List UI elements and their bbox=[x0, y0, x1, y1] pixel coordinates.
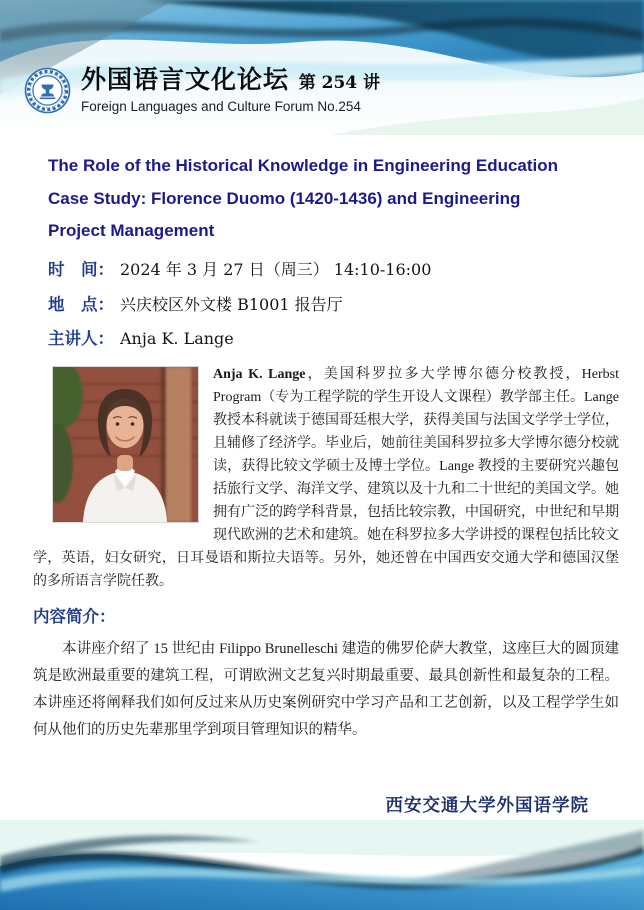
abstract-heading: 内容简介： bbox=[33, 607, 116, 626]
time-value: 2024 年 3 月 27 日（周三） 14:10-16:00 bbox=[120, 260, 432, 279]
location-value: 兴庆校区外文楼 B1001 报告厅 bbox=[120, 294, 343, 314]
forum-lecture-number: 第 254 讲 bbox=[298, 73, 381, 93]
forum-title bbox=[81, 66, 380, 97]
speaker-bio-body: ，美国科罗拉多大学博尔德分校教授，Herbst Program（专为工程学院的学生开设人文课程）教学部主任。Lange 教授本科就读于德国哥廷根大学，获得美国与法国文学学士学位，且辅修了经济学。毕业后，她前往美国科罗拉多大学博尔德分校就读，获得比较文学硕士及博士学位。Lange 教授的主要研究兴趣包括旅行文学、海洋文学、建筑以及十九和二十世纪的美国文学。她拥有广泛的跨学科背景，包括比较宗教，中国研究，中世纪和早期现代欧洲的艺术和建筑。她在科罗拉多大学讲授的课程包括比较文学，英语，妇女研究，日耳曼语和斯拉夫语等。另外，她还曾在中国西安交通大学和德国汉堡的多所语言学院任教。 bbox=[33, 367, 619, 589]
lecture-title-line-3: Project Management bbox=[48, 221, 215, 240]
lecture-title bbox=[48, 150, 608, 248]
forum-subtitle-en: Foreign Languages and Culture Forum No.254 bbox=[81, 99, 361, 114]
top-wave-banner bbox=[0, 0, 644, 135]
bottom-wave-art bbox=[0, 820, 644, 910]
forum-title-cn: 外国语言文化论坛 bbox=[81, 65, 290, 94]
abstract-section bbox=[33, 603, 619, 744]
speaker-name: Anja K. Lange bbox=[213, 367, 306, 382]
university-logo-icon bbox=[24, 67, 71, 114]
forum-header-titles bbox=[81, 66, 380, 114]
info-row-speaker bbox=[48, 325, 608, 360]
speaker-bio-section bbox=[33, 363, 619, 593]
speaker-photo bbox=[53, 367, 198, 522]
organizer-signature: 西安交通大学外国语学院 bbox=[385, 796, 589, 816]
abstract-body: 本讲座介绍了 15 世纪由 Filippo Brunelleschi 建造的佛罗伦萨大教堂，这座巨大的圆顶建筑是欧洲最重要的建筑工程，可谓欧洲文艺复兴时期最重要、最具创新性和最复杂的工程。本讲座还将阐释我们如何反过来从历史案例研究中学习产品和工艺创新，以及工程学学生如何从他们的历史先辈那里学到项目管理知识的精华。 bbox=[33, 641, 619, 738]
forum-header bbox=[24, 66, 380, 114]
lecture-title-line-1: The Role of the Historical Knowledge in Engineering Education bbox=[48, 156, 559, 175]
info-row-time bbox=[48, 256, 608, 291]
bottom-wave-banner bbox=[0, 820, 644, 910]
lecture-title-line-2: Case Study: Florence Duomo (1420-1436) and Engineering bbox=[48, 188, 521, 208]
speaker-label: 主讲人： bbox=[48, 329, 114, 348]
lecture-info bbox=[48, 256, 608, 360]
info-row-location bbox=[48, 291, 608, 326]
speaker-value: Anja K. Lange bbox=[120, 329, 234, 348]
location-label: 地 点： bbox=[48, 294, 114, 314]
time-label: 时 间： bbox=[48, 260, 114, 279]
